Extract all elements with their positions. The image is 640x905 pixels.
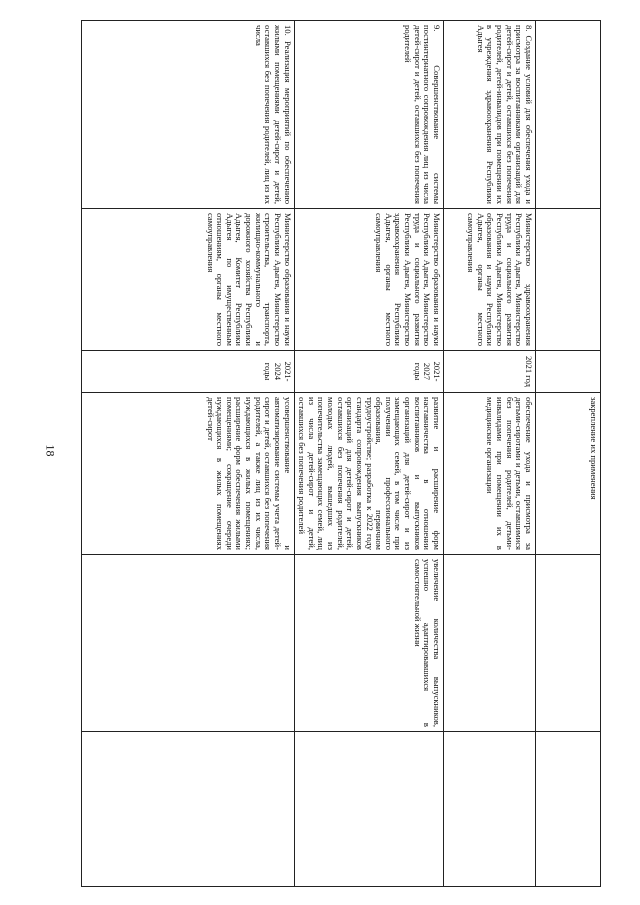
period-cell: 2021-2024 годы bbox=[81, 351, 294, 393]
extra-cell bbox=[294, 732, 443, 887]
extra-cell bbox=[444, 732, 536, 887]
table-row bbox=[294, 21, 443, 887]
page-number: 18 bbox=[43, 444, 58, 457]
indicator-cell bbox=[444, 555, 536, 732]
period-cell bbox=[536, 351, 601, 393]
extra-cell bbox=[536, 732, 601, 887]
measure-cell: 8. Создание условий для обеспечения ухода и присмотра за воспитанниками организаций для детей-сирот и детей, оставшихся без попечения родителей, детей-инвалидов при помещении их в учреждения здравоохранения Республики Адыгея bbox=[444, 21, 536, 209]
measure-cell: 10. Реализация мероприятий по обеспечению жилыми помещениями детей-сирот и детей, оставшихся без попечения родителей, лиц из их числа bbox=[81, 21, 294, 209]
measure-cell bbox=[536, 21, 601, 209]
measures-table bbox=[81, 20, 601, 887]
expected-result-cell: усовершенствование и автоматизирование системы учета детей-сирот и детей, оставшихся без попечения родителей, а также лиц из их числа, нуждающихся в жилых помещениях; расширение форм обеспечения жилыми помещениями; сокращение очереди нуждающихся в жилых помещениях детей-сирот bbox=[81, 393, 294, 555]
measure-cell: 9. Совершенствование системы постинтернатного сопровождения лиц из числа детей-сирот и детей, оставшихся без попечения родителей bbox=[294, 21, 443, 209]
indicator-cell: увеличение количества выпускников, успешно адаптировавшихся в самостоятельной жизни bbox=[294, 555, 443, 732]
executors-cell bbox=[536, 209, 601, 351]
period-cell: 2021-2027 годы bbox=[294, 351, 443, 393]
indicator-cell bbox=[536, 555, 601, 732]
table-row bbox=[81, 21, 294, 887]
table-row bbox=[536, 21, 601, 887]
expected-result-cell: развитие и расширение форм наставничества в отношении воспитанников и выпускников организаций для детей-сирот и из замещающих семей, в том числе при получении профессионального образования, первичном трудоустройстве; разработка к 2022 году стандарта сопровождения выпускников организаций для детей-сирот и детей, оставшихся без попечения родителей, молодых людей, вышедших из попечительства замещающих семей, лиц из числа детей-сирот и детей, оставшихся без попечения родителей bbox=[294, 393, 443, 555]
executors-cell: Министерство образования и науки Республики Адыгея, Министерство труда и социального развития Республики Адыгея, Министерство здравоохранения Республики Адыгея, органы местного самоуправления bbox=[294, 209, 443, 351]
expected-result-cell: обеспечение ухода и присмотра за детьми-сиротами и детьми, оставшимися без попечения родителей, детьми-инвалидами при помещении их в медицинские организации bbox=[444, 393, 536, 555]
executors-cell: Министерство здравоохранения Республики Адыгея, Министерство труда и социального развития Республики Адыгея, Министерство образования и науки Республики Адыгея, органы местного самоуправления bbox=[444, 209, 536, 351]
period-cell: 2021 год bbox=[444, 351, 536, 393]
executors-cell: Министерство образования и науки Республики Адыгея, Министерство строительства, транспорта, жилищно-коммунального и дорожного хозяйства Республики Адыгея, Комитет Республики Адыгея по имущественным отношениям, органы местного самоуправления bbox=[81, 209, 294, 351]
table-row bbox=[444, 21, 536, 887]
expected-result-cell: закрепление их применения bbox=[536, 393, 601, 555]
indicator-cell bbox=[81, 555, 294, 732]
extra-cell bbox=[81, 732, 294, 887]
rotated-table-container bbox=[92, 20, 601, 886]
